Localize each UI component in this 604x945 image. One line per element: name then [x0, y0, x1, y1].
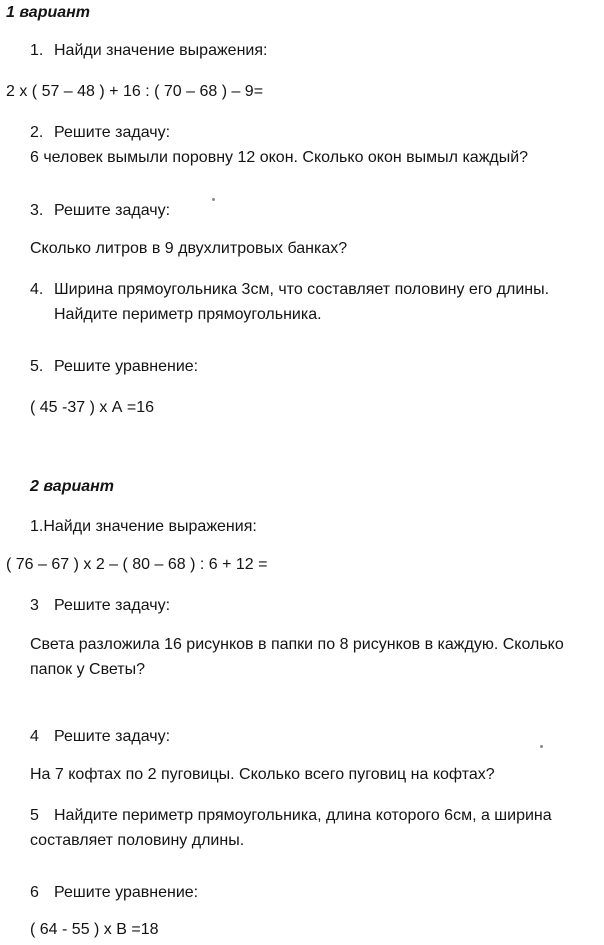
scan-speck [212, 198, 215, 201]
variant-2-header: 2 вариант [30, 478, 115, 495]
v2-task-6 [30, 883, 198, 903]
v2-task-1: 1.Найди значение выражения: [30, 518, 257, 535]
v2-task-3 [30, 596, 170, 616]
task-instruction: Решите уравнение: [54, 884, 199, 901]
v1-task-1 [30, 41, 267, 61]
v1-task-5-equation: ( 45 -37 ) х А =16 [30, 399, 155, 416]
v1-task-2 [30, 123, 170, 143]
task-text-line-1: Найдите периметр прямоугольника, длина которого 6см, а ширина [54, 807, 552, 824]
task-number: 4 [30, 728, 39, 745]
task-number: 3 [30, 597, 39, 614]
v1-task-3 [30, 201, 170, 221]
task-instruction: Решите задачу: [54, 202, 171, 219]
task-number: 3. [30, 202, 44, 219]
v1-task-3-body: Сколько литров в 9 двухлитровых банках? [30, 240, 348, 257]
v2-task-4-body: На 7 кофтах по 2 пуговицы. Сколько всего пуговиц на кофтах? [30, 766, 495, 783]
task-instruction: Найди значение выражения: [54, 42, 268, 59]
task-number: 5 [30, 807, 39, 824]
task-number: 4. [30, 281, 44, 298]
v2-task-1-expression: ( 76 – 67 ) х 2 – ( 80 – 68 ) : 6 + 12 = [6, 556, 268, 573]
v1-task-4-line-2: Найдите периметр прямоугольника. [54, 306, 322, 323]
task-number: 1. [30, 42, 44, 59]
v2-task-3-line-1: Света разложила 16 рисунков в папки по 8 рисунков в каждую. Сколько [30, 636, 564, 653]
v2-task-4 [30, 727, 170, 747]
v2-task-5 [30, 806, 552, 826]
v1-task-5 [30, 357, 198, 377]
v1-task-2-body: 6 человек вымыли поровну 12 окон. Сколько окон вымыл каждый? [30, 149, 529, 166]
task-instruction: Решите задачу: [54, 728, 171, 745]
task-number: 5. [30, 358, 44, 375]
v2-task-5-line-2: составляет половину длины. [30, 832, 245, 849]
v1-task-4 [30, 280, 549, 300]
task-number: 6 [30, 884, 39, 901]
task-text-line-1: Ширина прямоугольника 3см, что составляет половину его длины. [54, 281, 550, 298]
v1-task-1-expression: 2 x ( 57 – 48 ) + 16 : ( 70 – 68 ) – 9= [6, 83, 264, 100]
task-instruction: Решите задачу: [54, 124, 171, 141]
task-instruction: Решите задачу: [54, 597, 171, 614]
task-instruction: Решите уравнение: [54, 358, 199, 375]
task-number: 2. [30, 124, 44, 141]
variant-1-header: 1 вариант [6, 4, 91, 21]
v2-task-6-equation: ( 64 - 55 ) х В =18 [30, 921, 159, 938]
v2-task-3-line-2: папок у Светы? [30, 661, 145, 678]
scan-speck [540, 745, 543, 748]
